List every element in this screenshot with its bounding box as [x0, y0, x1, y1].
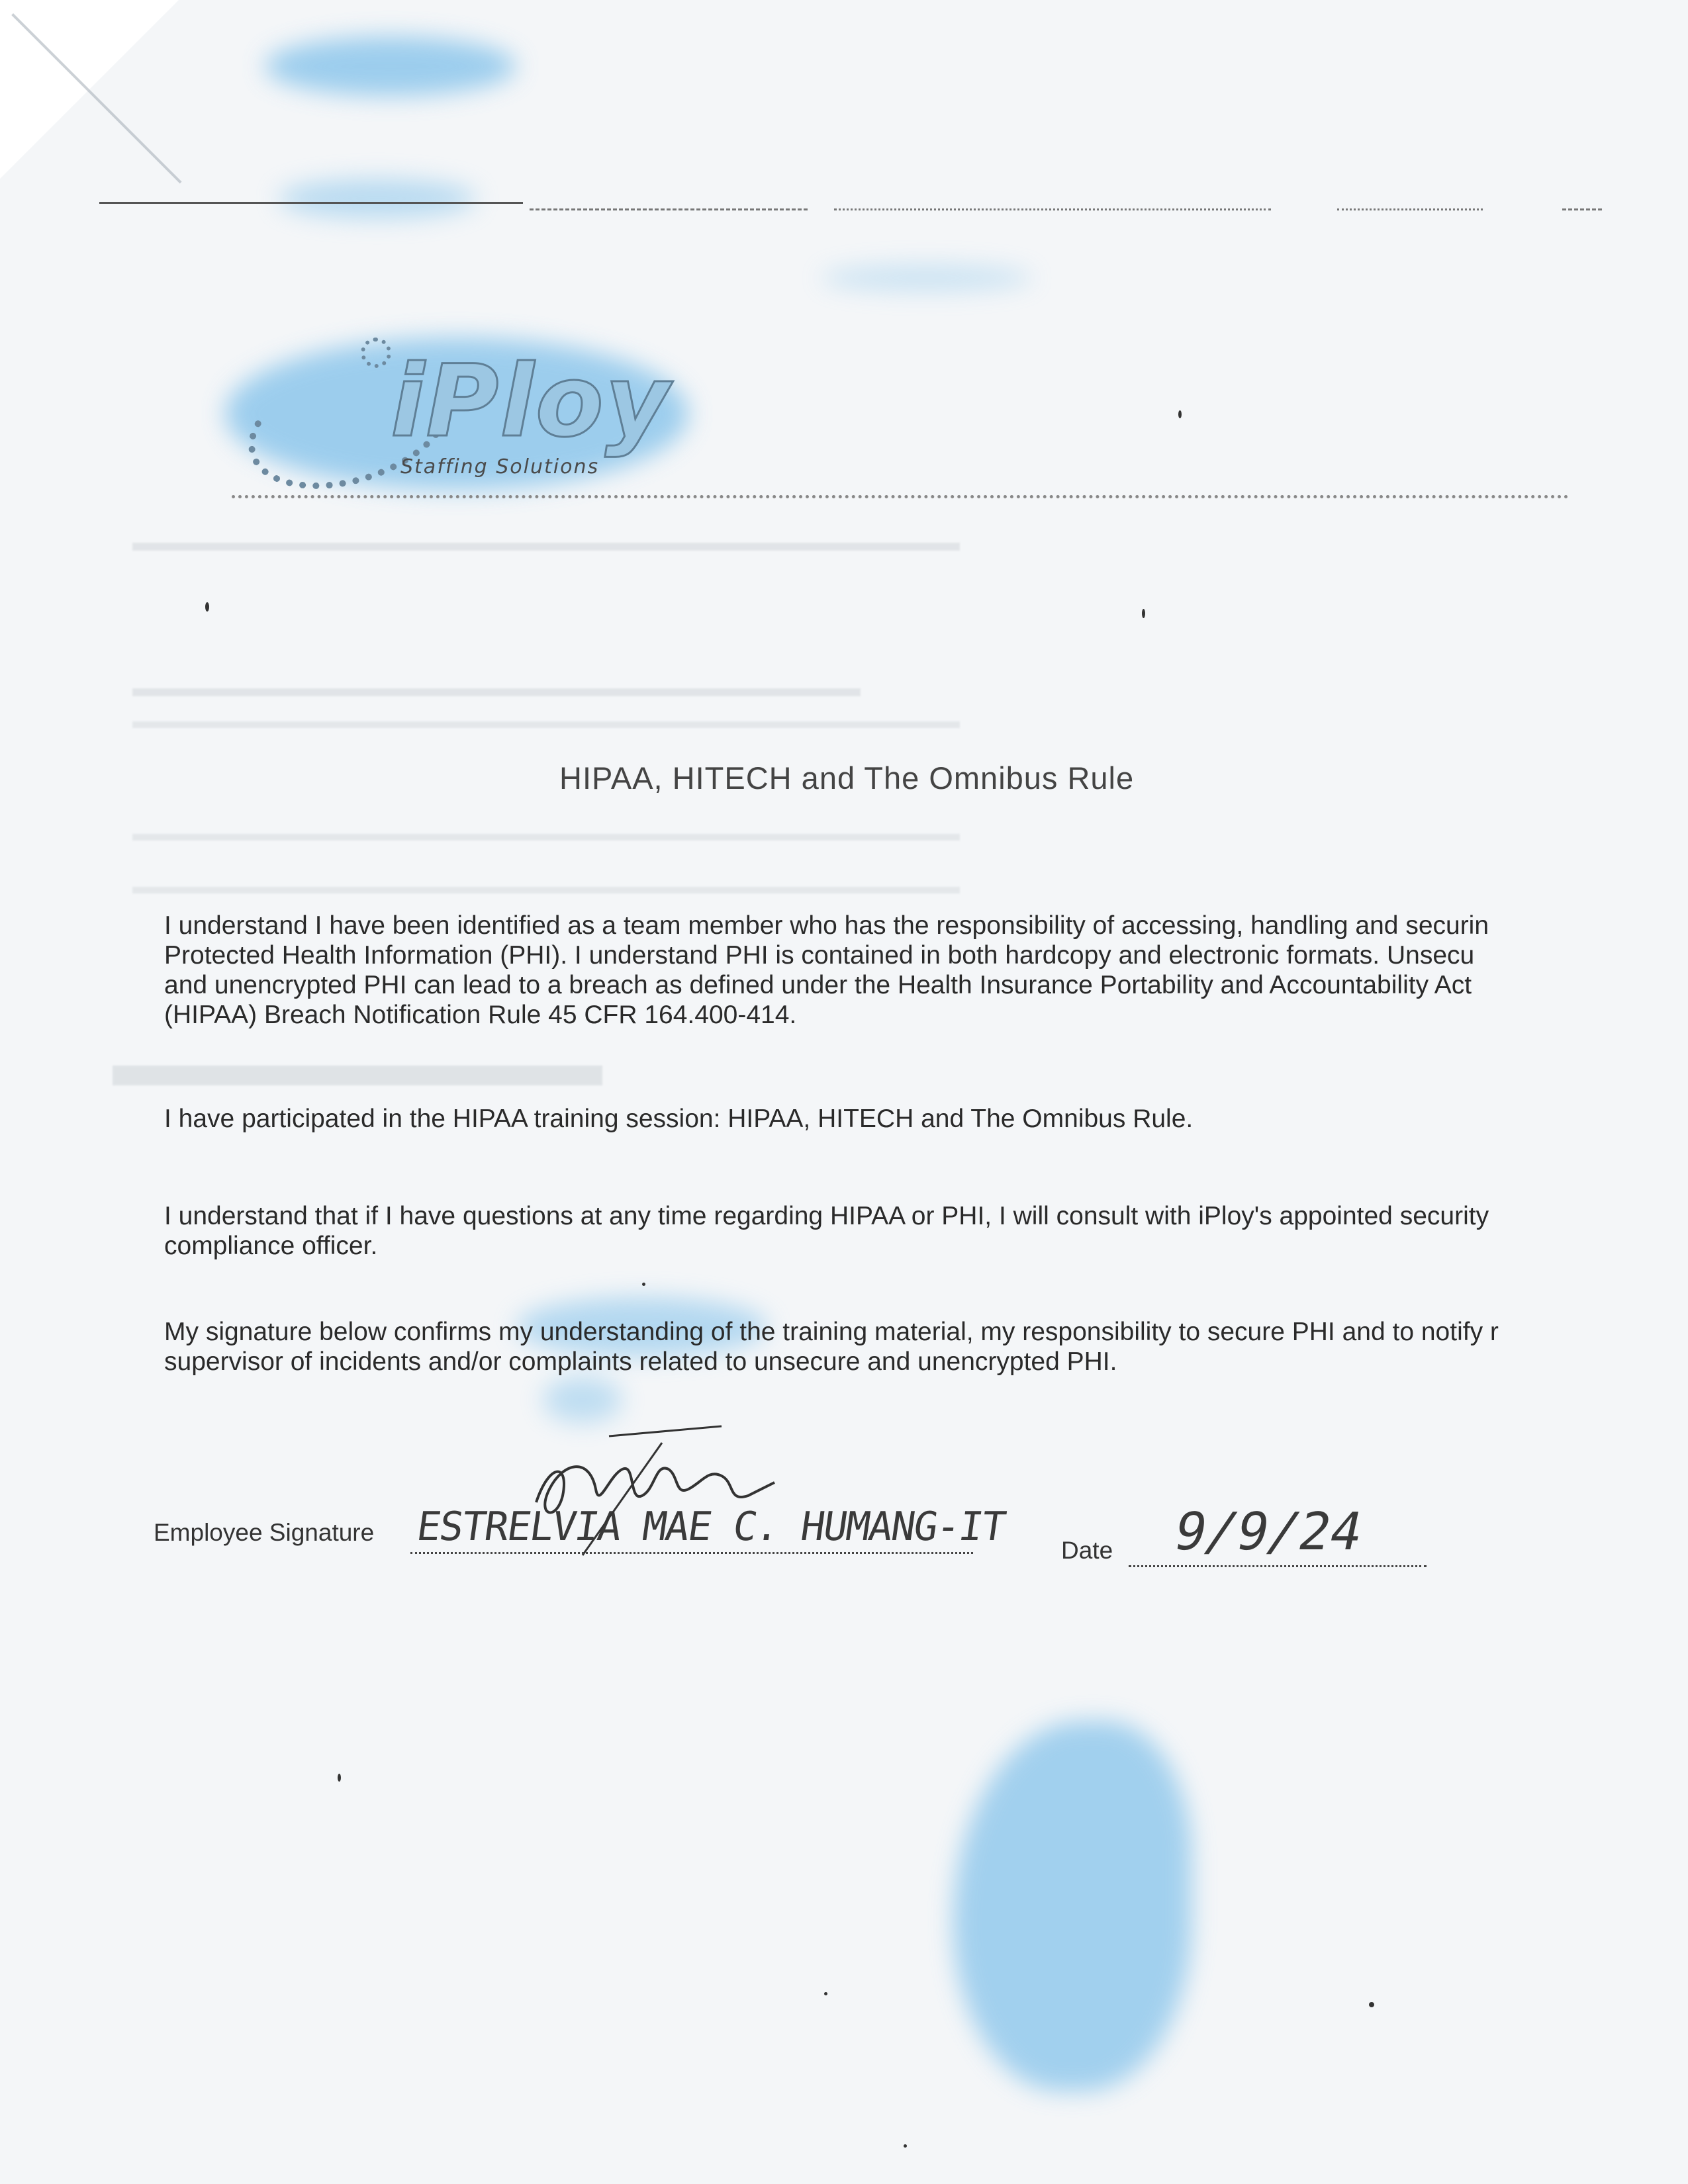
scan-speck: [338, 1774, 341, 1782]
paragraph-signature-confirmation: My signature below confirms my understanding of the training material, my responsibility to secure PHI and to notify r supervisor of incidents and/or complaints related to unsecure and unencrypted PHI.: [164, 1318, 1499, 1376]
show-through-block: [113, 1066, 602, 1085]
top-rule: [99, 202, 523, 204]
scan-speck: [824, 1992, 827, 1995]
header-dotted-rule: [232, 495, 1569, 498]
ink-smudge: [543, 1377, 622, 1423]
top-rule-dashed: [1337, 208, 1483, 210]
top-rule-dashed: [530, 208, 808, 210]
scan-speck: [904, 2144, 907, 2148]
document-title: HIPAA, HITECH and The Omnibus Rule: [559, 760, 1135, 796]
scan-speck: [642, 1283, 645, 1286]
handwritten-signature: [510, 1423, 788, 1569]
ink-smudge: [821, 265, 1033, 291]
handwritten-date: 9/9/24: [1168, 1502, 1368, 1562]
logo-tagline: Staffing Solutions: [400, 455, 600, 478]
show-through-block: [132, 721, 960, 728]
show-through-block: [132, 688, 861, 696]
scan-speck: [1142, 609, 1145, 618]
paragraph-compliance-officer: I understand that if I have questions at any time regarding HIPAA or PHI, I will consult with iPloy's appointed security compliance officer.: [164, 1202, 1489, 1260]
signature-line: [410, 1552, 973, 1554]
logo-wordmark: iPloy: [391, 344, 671, 459]
employee-handwritten-name: ESTRELVIA MAE C. HUMANG-IT: [414, 1504, 1008, 1550]
top-rule-dashed: [834, 208, 1271, 210]
show-through-block: [132, 834, 960, 841]
ink-smudge: [278, 179, 477, 218]
ink-smudge: [953, 1721, 1192, 2091]
scan-speck: [1369, 2002, 1374, 2007]
company-logo: [232, 324, 695, 490]
top-rule-dashed: [1562, 208, 1602, 210]
ink-smudge: [265, 36, 516, 96]
date-line: [1129, 1565, 1427, 1567]
scan-speck: [205, 602, 209, 612]
logo-figure-icon: [361, 338, 391, 368]
paragraph-phi-responsibility: I understand I have been identified as a team member who has the responsibility of accessing, handling and securin Protected Health Information (PHI). I understand PHI is contained in both hardcopy and electronic formats. Unsecu and unencrypted PHI can lead to a breach as defined under the Health Insurance Portability and Accountability Act (HIPAA) Breach Notification Rule 45 CFR 164.400-414.: [164, 911, 1489, 1029]
show-through-block: [132, 543, 960, 551]
date-label: Date: [1061, 1537, 1113, 1564]
paragraph-training-participation: I have participated in the HIPAA training session: HIPAA, HITECH and The Omnibus Rule.: [164, 1105, 1194, 1133]
show-through-block: [132, 887, 960, 893]
scan-speck: [1178, 410, 1182, 418]
employee-signature-label: Employee Signature: [154, 1519, 375, 1546]
